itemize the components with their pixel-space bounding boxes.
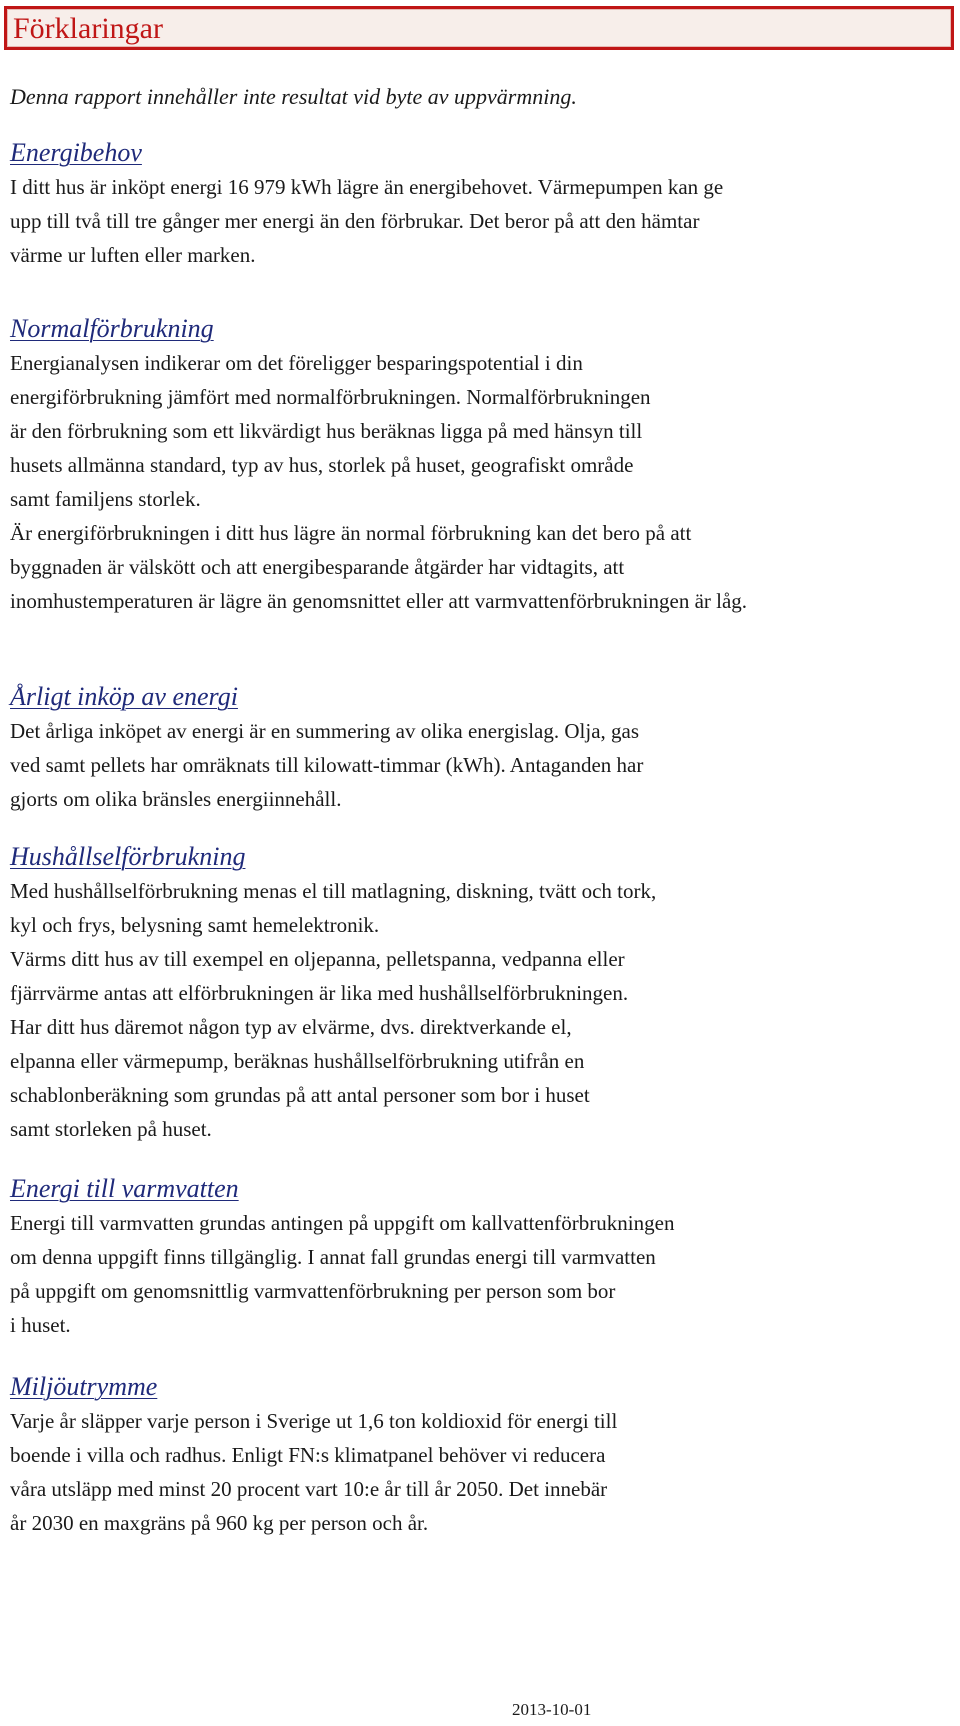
body-line: I ditt hus är inköpt energi 16 979 kWh lägre än energibehovet. Värmepumpen kan ge bbox=[10, 175, 724, 199]
body-line: Är energiförbrukningen i ditt hus lägre än normal förbrukning kan det bero på att bbox=[10, 521, 692, 545]
body-line: elpanna eller värmepump, beräknas hushållselförbrukning utifrån en bbox=[10, 1049, 585, 1073]
body-line: samt storleken på huset. bbox=[10, 1117, 212, 1141]
section-heading-miljoutrymme: Miljöutrymme bbox=[10, 1372, 158, 1401]
body-line: schablonberäkning som grundas på att antal personer som bor i huset bbox=[10, 1083, 590, 1107]
section-arligt-inkop bbox=[10, 680, 940, 816]
section-body-energi-varmvatten bbox=[10, 1206, 940, 1342]
section-energibehov bbox=[10, 136, 940, 272]
body-line: om denna uppgift finns tillgänglig. I annat fall grundas energi till varmvatten bbox=[10, 1245, 656, 1269]
section-miljoutrymme bbox=[10, 1370, 940, 1540]
body-line: våra utsläpp med minst 20 procent vart 10:e år till år 2050. Det innebär bbox=[10, 1477, 608, 1501]
body-line: kyl och frys, belysning samt hemelektronik. bbox=[10, 913, 380, 937]
body-line: energiförbrukning jämfört med normalförbrukningen. Normalförbrukningen bbox=[10, 385, 651, 409]
body-line: inomhustemperaturen är lägre än genomsnittet eller att varmvattenförbrukningen är låg. bbox=[10, 589, 748, 613]
body-line: Varje år släpper varje person i Sverige ut 1,6 ton koldioxid för energi till bbox=[10, 1409, 618, 1433]
body-line: Det årliga inköpet av energi är en summering av olika energislag. Olja, gas bbox=[10, 719, 640, 743]
section-heading-energibehov: Energibehov bbox=[10, 138, 142, 167]
page-title: Förklaringar bbox=[13, 12, 163, 45]
section-body-miljoutrymme bbox=[10, 1404, 940, 1540]
body-line: Energianalysen indikerar om det föreligger besparingspotential i din bbox=[10, 351, 583, 375]
section-normalforbrukning bbox=[10, 312, 940, 618]
section-heading-normalforbrukning: Normalförbrukning bbox=[10, 314, 214, 343]
body-line: husets allmänna standard, typ av hus, storlek på huset, geografiskt område bbox=[10, 453, 634, 477]
section-body-normalforbrukning bbox=[10, 346, 940, 618]
body-line: är den förbrukning som ett likvärdigt hus beräknas ligga på med hänsyn till bbox=[10, 419, 643, 443]
body-line: på uppgift om genomsnittlig varmvattenförbrukning per person som bor bbox=[10, 1279, 616, 1303]
body-line: Med hushållselförbrukning menas el till matlagning, diskning, tvätt och tork, bbox=[10, 879, 657, 903]
section-heading-arligt-inkop: Årligt inköp av energi bbox=[10, 682, 238, 711]
body-line: byggnaden är välskött och att energibesparande åtgärder har vidtagits, att bbox=[10, 555, 625, 579]
body-line: boende i villa och radhus. Enligt FN:s klimatpanel behöver vi reducera bbox=[10, 1443, 606, 1467]
body-line: år 2030 en maxgräns på 960 kg per person och år. bbox=[10, 1511, 429, 1535]
section-body-hushallselforbrukning bbox=[10, 874, 940, 1146]
body-line: Har ditt hus däremot någon typ av elvärme, dvs. direktverkande el, bbox=[10, 1015, 572, 1039]
body-line: ved samt pellets har omräknats till kilowatt-timmar (kWh). Antaganden har bbox=[10, 753, 644, 777]
body-line: Värms ditt hus av till exempel en oljepanna, pelletspanna, vedpanna eller bbox=[10, 947, 625, 971]
body-line: upp till två till tre gånger mer energi än den förbrukar. Det beror på att den hämtar bbox=[10, 209, 700, 233]
section-energi-varmvatten bbox=[10, 1172, 940, 1342]
section-body-energibehov bbox=[10, 170, 940, 272]
body-line: värme ur luften eller marken. bbox=[10, 243, 256, 267]
section-body-arligt-inkop bbox=[10, 714, 940, 816]
section-heading-energi-varmvatten: Energi till varmvatten bbox=[10, 1174, 239, 1203]
page-header bbox=[4, 6, 954, 50]
footer-date: 2013-10-01 bbox=[512, 1700, 592, 1719]
intro-text: Denna rapport innehåller inte resultat vid byte av uppvärmning. bbox=[10, 84, 577, 109]
section-heading-hushallselforbrukning: Hushållselförbrukning bbox=[10, 842, 246, 871]
body-line: gjorts om olika bränsles energiinnehåll. bbox=[10, 787, 342, 811]
body-line: Energi till varmvatten grundas antingen på uppgift om kallvattenförbrukningen bbox=[10, 1211, 675, 1235]
section-hushallselforbrukning bbox=[10, 840, 940, 1146]
body-line: fjärrvärme antas att elförbrukningen är lika med hushållselförbrukningen. bbox=[10, 981, 629, 1005]
body-line: i huset. bbox=[10, 1313, 71, 1337]
body-line: samt familjens storlek. bbox=[10, 487, 201, 511]
